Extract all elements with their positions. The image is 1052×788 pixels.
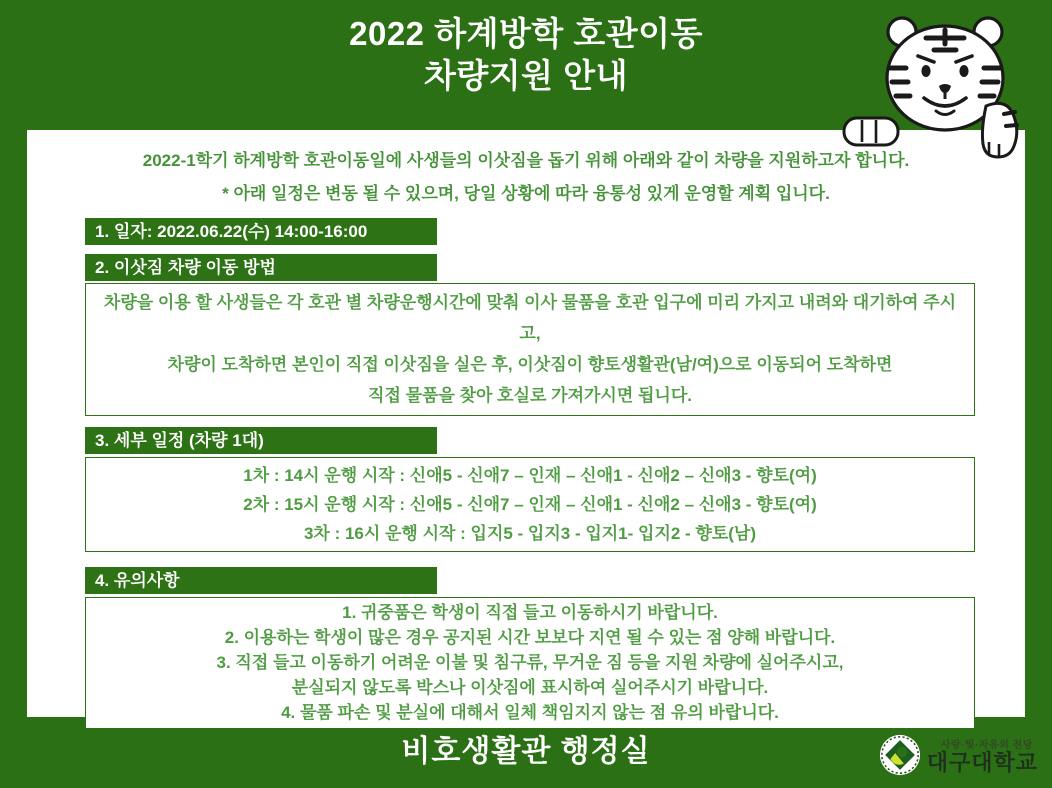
content-panel [27,130,1025,722]
tiger-mascot-icon [836,10,1050,160]
university-name: 대구대학교 [926,749,1038,775]
section-body-method [85,283,975,416]
intro-line-1: 2022-1학기 하계방학 호관이동일에 사생들의 이삿짐을 돕기 위해 아래와 같이 차량을 지원하고자 합니다. [142,151,910,170]
section-header-method: 2. 이삿짐 차량 이동 방법 [85,254,437,281]
note-item-3-cont: 분실되지 않도록 박스나 이삿짐에 표시하여 실어주시기 바랍니다. [291,678,769,697]
intro-line-2: * 아래 일정은 변동 될 수 있으며, 당일 상황에 따라 융통성 있게 운영할 계획 입니다. [222,184,830,203]
note-item-2: 2. 이용하는 학생이 많은 경우 공지된 시간 보보다 지연 될 수 있는 점 양해 바랍니다. [224,628,836,647]
title-line-2: 차량지원 안내 [424,57,628,94]
university-logo [878,733,1038,777]
method-line-1: 차량을 이용 할 사생들은 각 호관 별 차량운행시간에 맞춰 이사 물품을 호관 입구에 미리 가지고 내려와 대기하여 주시고, [103,293,957,343]
section-body-schedule [85,457,975,552]
section-body-notes [85,597,975,729]
university-tagline: 사랑·빛·자유의 전당 [940,739,1033,751]
note-item-3: 3. 직접 들고 이동하기 어려운 이불 및 침구류, 무거운 짐 등을 지원 차량에 실어주시고, [216,653,844,672]
university-seal-icon [878,733,922,777]
schedule-run-3: 3차 : 16시 운행 시작 : 입지5 - 입지3 - 입지1- 입지2 - 향토(남) [303,524,757,543]
method-line-3: 직접 물품을 찾아 호실로 가져가시면 됩니다. [368,386,692,405]
university-logo-text [927,736,1038,775]
section-header-notes: 4. 유의사항 [85,567,437,594]
title-line-1: 2022 하계방학 호관이동 [349,15,703,52]
method-line-2: 차량이 도착하면 본인이 직접 이삿짐을 실은 후, 이삿짐이 향토생활관(남/여)으로 이동되어 도착하면 [167,355,893,374]
note-item-1: 1. 귀중품은 학생이 직접 들고 이동하시기 바랍니다. [342,603,718,622]
schedule-run-1: 1차 : 14시 운행 시작 : 신애5 - 신애7 – 인재 – 신애1 - 신애2 – 신애3 - 향토(여) [243,466,817,485]
note-item-4: 4. 물품 파손 및 분실에 대해서 일체 책임지지 않는 점 유의 바랍니다. [281,703,779,722]
schedule-run-2: 2차 : 15시 운행 시작 : 신애5 - 신애7 – 인재 – 신애1 - 신애2 – 신애3 - 향토(여) [243,495,817,514]
footer-office-name: 비호생활관 행정실 [401,735,651,768]
section-header-date: 1. 일자: 2022.06.22(수) 14:00-16:00 [85,218,437,245]
section-header-schedule: 3. 세부 일정 (차량 1대) [85,427,437,454]
